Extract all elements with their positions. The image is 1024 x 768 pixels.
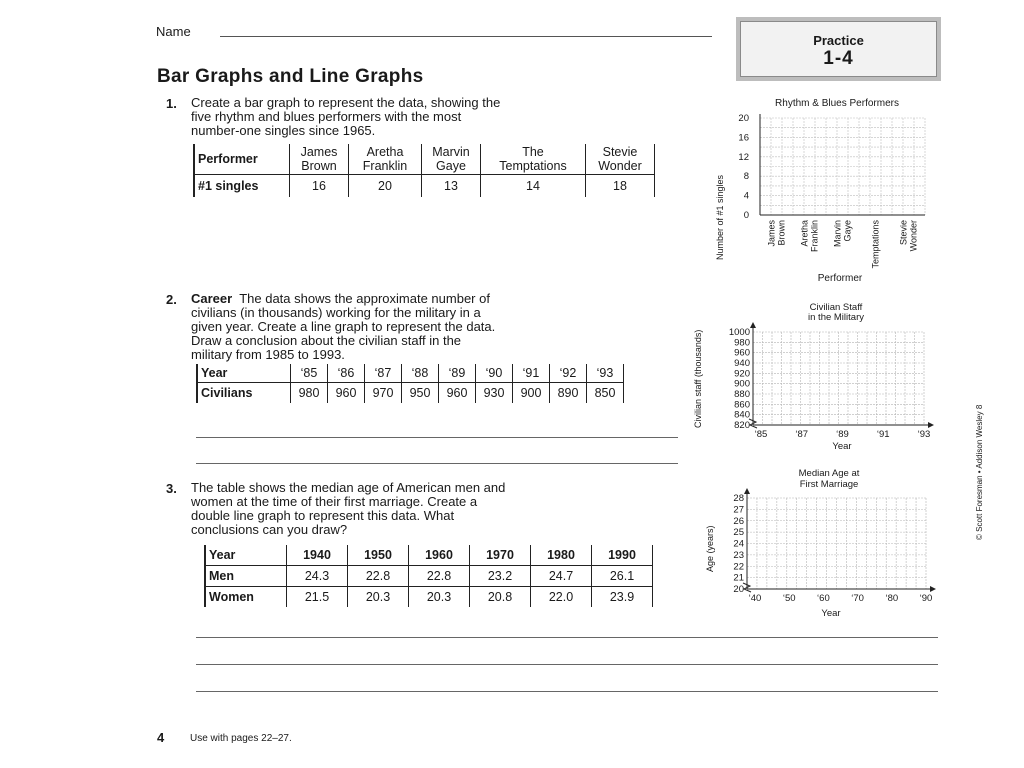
q2-civilians-cell: 900 (513, 383, 550, 404)
q2-text-line: Draw a conclusion about the civilian staff in the (191, 333, 462, 348)
q1-value-cell: 13 (422, 175, 481, 198)
q3-women-cell: 22.0 (531, 587, 592, 608)
category-label: Aretha (799, 220, 810, 247)
y-tick-label: 21 (733, 572, 744, 584)
q1-row-label-singles: #1 singles (194, 175, 290, 198)
table-row (197, 364, 624, 383)
q2-answer-line[interactable] (196, 437, 678, 438)
x-axis-arrow (928, 422, 934, 428)
cell-line: The (522, 145, 544, 159)
cell-line: Gaye (436, 159, 466, 173)
median-age-y-axis-label: Age (years) (705, 525, 715, 572)
y-tick-label: 860 (734, 399, 750, 411)
q2-text-line: civilians (in thousands) working for the military in a (191, 305, 481, 320)
q1-value-cell: 16 (290, 175, 349, 198)
median-age-title-line: Median Age at (798, 468, 860, 479)
civilian-x-ticks (755, 429, 931, 440)
q3-text-line: The table shows the median age of American men and (191, 480, 506, 495)
q2-civilians-cell: 890 (550, 383, 587, 404)
badge-number: 1-4 (823, 48, 854, 69)
q3-text-line: double line graph to represent this data. What (191, 508, 455, 523)
y-tick-label: 4 (743, 190, 749, 202)
q3-year-cell: 1970 (470, 545, 531, 566)
y-tick-label: 840 (734, 409, 750, 421)
x-axis-arrow (930, 586, 936, 592)
q2-civilians-cell: 960 (328, 383, 365, 404)
x-tick-label: ‘40 (748, 593, 762, 604)
q1-row-label-performer: Performer (194, 144, 290, 175)
q3-women-cell: 23.9 (592, 587, 653, 608)
category-label: Franklin (809, 220, 820, 253)
copyright-text: © Scott Foresman • Addison Wesley 8 (975, 404, 984, 540)
cell-line: Brown (301, 159, 337, 173)
y-tick-label: 24 (733, 538, 744, 550)
page-title: Bar Graphs and Line Graphs (157, 66, 424, 87)
median-age-title-line: First Marriage (799, 479, 859, 490)
q2-number: 2. (166, 292, 177, 307)
median-age-y-ticks (733, 493, 744, 595)
q2-civilians-cell: 970 (365, 383, 402, 404)
q3-men-cell: 24.7 (531, 566, 592, 587)
q2-answer-line[interactable] (196, 463, 678, 464)
q1-text-line: five rhythm and blues performers with the most (191, 109, 462, 124)
q2-text-line (191, 292, 495, 306)
category-label: Marvin (832, 220, 843, 248)
y-tick-label: 0 (743, 210, 749, 221)
x-tick-label: ‘60 (817, 593, 830, 604)
q3-text (191, 481, 505, 537)
q3-text-line: women at the time of their first marriage. Create a (191, 494, 478, 509)
cell-line: Aretha (366, 145, 404, 159)
rb-y-ticks (738, 113, 749, 221)
cell-line: Stevie (602, 145, 638, 159)
rb-bar-chart (705, 92, 945, 287)
y-tick-label: 900 (734, 378, 750, 390)
x-tick-label: ‘91 (876, 429, 890, 440)
y-tick-label: 960 (734, 347, 750, 359)
q3-year-label: Year (205, 545, 287, 566)
q3-table (204, 545, 653, 607)
q3-women-cell: 20.8 (470, 587, 531, 608)
q2-text-span: The data shows the approximate number of (239, 291, 490, 306)
y-tick-label: 12 (738, 151, 749, 163)
q3-men-cell: 22.8 (409, 566, 470, 587)
y-tick-label: 22 (733, 561, 744, 573)
civilian-y-axis-label: Civilian staff (thousands) (693, 329, 703, 428)
rb-grid (760, 114, 925, 215)
q1-text (191, 96, 500, 138)
y-tick-label: 1000 (728, 327, 750, 338)
q3-year-cell: 1950 (348, 545, 409, 566)
rb-chart-title: Rhythm & Blues Performers (775, 98, 899, 109)
name-label: Name (156, 24, 191, 39)
q3-men-cell: 22.8 (348, 566, 409, 587)
q3-year-cell: 1980 (531, 545, 592, 566)
footer-note: Use with pages 22–27. (190, 733, 292, 744)
category-label: Stevie (898, 220, 909, 246)
q1-text-line: number-one singles since 1965. (191, 123, 376, 138)
practice-badge (736, 17, 941, 81)
q3-text-line: conclusions can you draw? (191, 522, 348, 537)
q3-women-cell: 20.3 (348, 587, 409, 608)
civilian-chart-title-line: in the Military (808, 312, 864, 323)
y-tick-label: 20 (738, 113, 749, 124)
name-input-line[interactable] (220, 36, 712, 37)
q1-value-cell: 18 (586, 175, 655, 198)
q3-women-cell: 20.3 (409, 587, 470, 608)
q2-civilians-cell: 950 (402, 383, 439, 404)
q3-women-label: Women (205, 587, 287, 608)
q2-text-line: military from 1985 to 1993. (191, 347, 345, 362)
table-row (205, 566, 653, 587)
q1-value-cell: 20 (349, 175, 422, 198)
q2-year-cell: ‘90 (476, 364, 513, 383)
category-label: Temptations (870, 220, 881, 269)
category-label: Brown (776, 220, 787, 246)
q1-text-line: Create a bar graph to represent the data, showing the (191, 95, 501, 110)
civilian-staff-chart (688, 300, 944, 454)
cell-line: Wonder (598, 159, 642, 173)
y-tick-label: 920 (734, 368, 750, 380)
q1-performer-cell (422, 144, 481, 175)
q3-men-cell: 26.1 (592, 566, 653, 587)
category-label: Wonder (908, 220, 919, 252)
q3-men-label: Men (205, 566, 287, 587)
q3-number: 3. (166, 481, 177, 496)
y-axis-arrow (750, 322, 756, 328)
q2-year-cell: ‘89 (439, 364, 476, 383)
y-tick-label: 20 (733, 584, 744, 595)
y-tick-label: 23 (733, 549, 744, 561)
category-label: Gaye (842, 220, 853, 242)
q1-number: 1. (166, 96, 177, 111)
q1-performer-cell (290, 144, 349, 175)
median-age-grid (743, 488, 936, 592)
y-tick-label: 26 (733, 515, 744, 527)
q3-men-cell: 24.3 (287, 566, 348, 587)
q1-performer-cell (481, 144, 586, 175)
cell-line: Temptations (499, 159, 567, 173)
y-tick-label: 980 (734, 337, 750, 349)
x-tick-label: ‘89 (836, 429, 849, 440)
table-row (197, 383, 624, 404)
q3-year-cell: 1990 (592, 545, 653, 566)
y-tick-label: 880 (734, 389, 750, 400)
rb-y-axis-label: Number of #1 singles (715, 174, 725, 260)
q2-civilians-cell: 850 (587, 383, 624, 404)
civilian-y-ticks (729, 327, 750, 431)
median-age-x-axis-label: Year (821, 608, 841, 619)
q2-year-cell: ‘85 (291, 364, 328, 383)
q2-text (191, 292, 495, 362)
badge-practice-label: Practice (813, 33, 864, 48)
x-tick-label: ‘87 (795, 429, 809, 440)
q3-answer-line[interactable] (196, 691, 938, 692)
civilian-chart-title-line: Civilian Staff (809, 302, 863, 313)
q2-civilians-cell: 930 (476, 383, 513, 404)
q2-career-label: Career (191, 291, 233, 306)
q3-women-cell: 21.5 (287, 587, 348, 608)
q1-table (193, 144, 655, 197)
category-label: James (766, 220, 777, 247)
y-tick-label: 940 (734, 358, 750, 369)
y-tick-label: 27 (733, 504, 744, 516)
x-tick-label: ‘80 (885, 593, 899, 604)
median-age-x-ticks (749, 593, 933, 604)
rb-x-axis-label: Performer (817, 273, 863, 284)
y-axis-arrow (744, 488, 750, 494)
x-tick-label: ‘90 (919, 593, 933, 604)
q3-answer-line[interactable] (196, 637, 938, 638)
q2-year-cell: ‘86 (328, 364, 365, 383)
page-number: 4 (157, 730, 165, 745)
x-tick-label: ‘70 (851, 593, 864, 604)
table-row (205, 545, 653, 566)
q2-year-label: Year (197, 364, 291, 383)
axis-break (749, 419, 757, 428)
q1-value-cell: 14 (481, 175, 586, 198)
q2-civilians-label: Civilians (197, 383, 291, 404)
civilian-x-axis-label: Year (832, 441, 852, 452)
y-tick-label: 25 (733, 527, 744, 539)
q3-year-cell: 1960 (409, 545, 470, 566)
q2-year-cell: ‘92 (550, 364, 587, 383)
q3-answer-line[interactable] (196, 664, 938, 665)
table-row (194, 144, 655, 175)
cell-line: James (300, 145, 338, 159)
y-tick-label: 28 (733, 493, 744, 504)
q1-performer-cell (349, 144, 422, 175)
axis-break (743, 583, 751, 592)
x-tick-label: ‘85 (754, 429, 768, 440)
q2-text-line: given year. Create a line graph to represent the data. (191, 319, 496, 334)
q2-year-cell: ‘93 (587, 364, 624, 383)
cell-line: Marvin (432, 145, 470, 159)
y-tick-label: 16 (738, 132, 749, 144)
y-tick-label: 820 (734, 420, 750, 431)
q2-year-cell: ‘87 (365, 364, 402, 383)
x-tick-label: ‘50 (782, 593, 796, 604)
q2-table (196, 364, 624, 403)
q3-year-cell: 1940 (287, 545, 348, 566)
median-age-chart (700, 466, 944, 622)
y-tick-label: 8 (743, 171, 749, 183)
q3-men-cell: 23.2 (470, 566, 531, 587)
cell-line: Franklin (362, 159, 408, 173)
table-row (205, 587, 653, 608)
x-tick-label: ‘93 (917, 429, 931, 440)
q2-year-cell: ‘91 (513, 364, 550, 383)
q2-civilians-cell: 980 (291, 383, 328, 404)
rb-category-labels (767, 220, 919, 269)
table-row (194, 175, 655, 198)
civilian-grid (749, 322, 934, 428)
q2-civilians-cell: 960 (439, 383, 476, 404)
q1-performer-cell (586, 144, 655, 175)
q2-year-cell: ‘88 (402, 364, 439, 383)
